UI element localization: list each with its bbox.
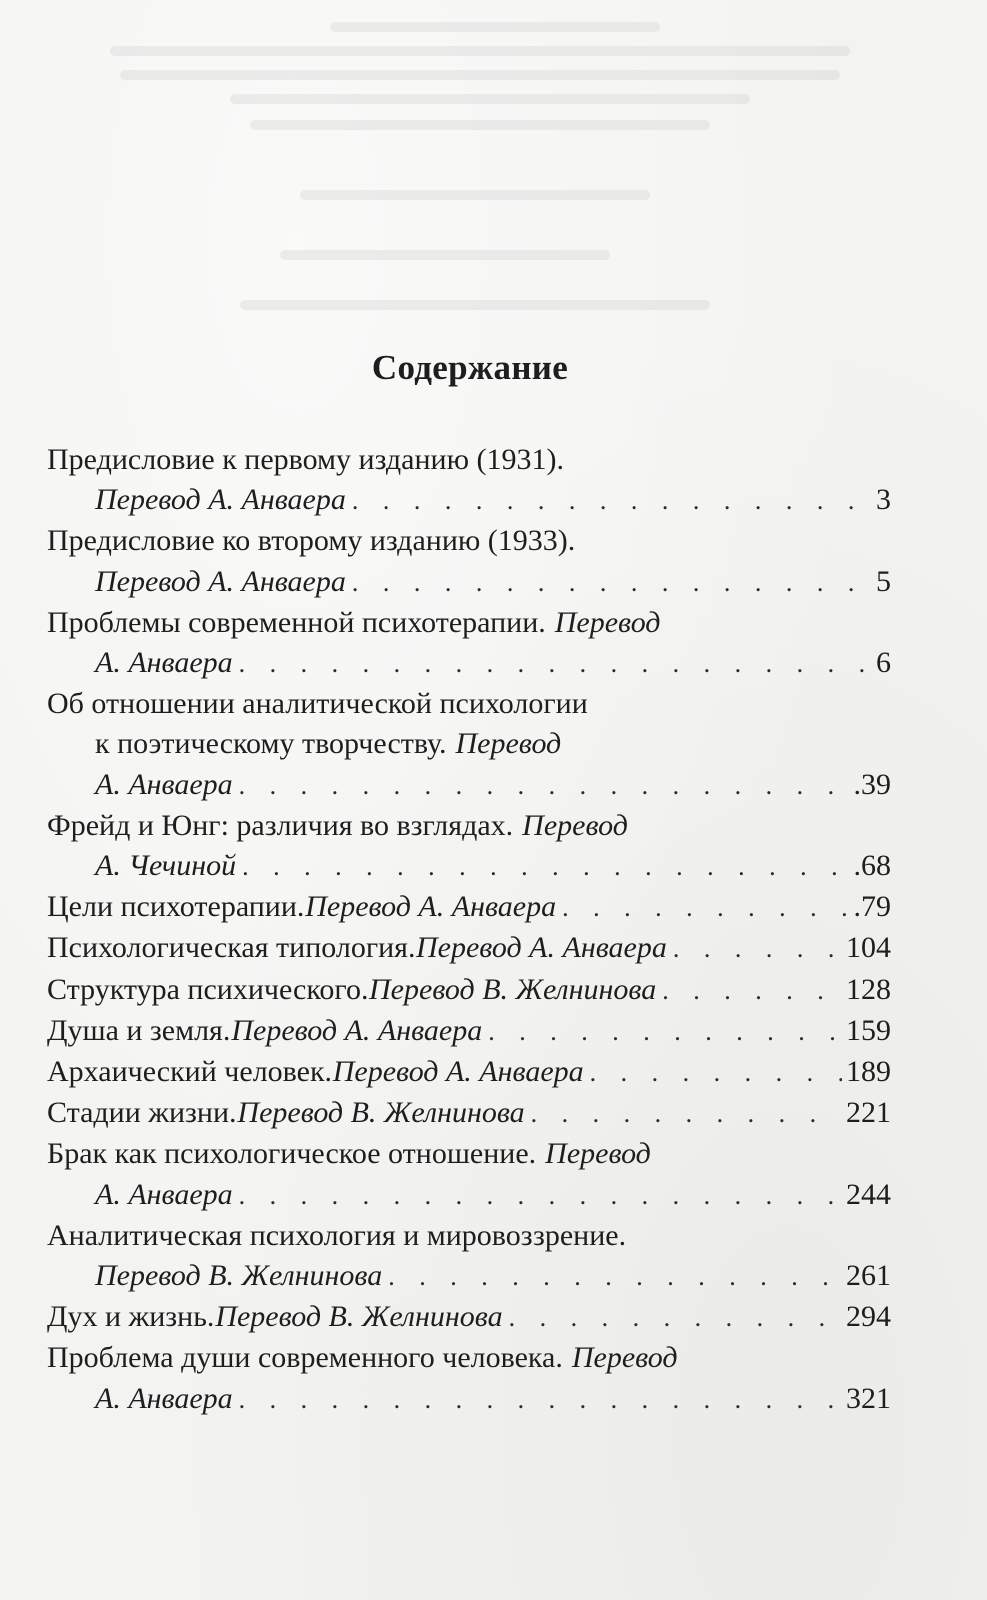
toc-entry-title: Проблемы современной психотерапии. — [47, 605, 546, 639]
toc-entry-title: Дух и жизнь. — [47, 1300, 215, 1334]
toc-entry — [47, 521, 891, 602]
toc-entry-translator: Перевод — [571, 1341, 678, 1375]
toc-entry-line — [47, 1134, 891, 1174]
toc-entry-translator: Перевод А. Анваера — [231, 1013, 483, 1047]
toc-page-number: 221 — [846, 1096, 891, 1130]
toc-entry — [47, 887, 891, 928]
toc-entry-line — [47, 521, 891, 561]
toc-page-number: 261 — [846, 1259, 891, 1293]
toc-entry — [47, 1338, 891, 1419]
toc-page-number: 6 — [876, 646, 891, 680]
toc-title: Содержание — [371, 348, 569, 388]
toc-page-number: 159 — [846, 1013, 891, 1047]
toc-leader-dots — [242, 847, 849, 887]
toc-leader-dots — [239, 766, 850, 806]
toc-entry-line — [47, 1256, 891, 1297]
toc-entry-translator: А. Анваера — [95, 1381, 233, 1415]
toc-entry-line — [47, 643, 891, 684]
toc-entry-title: Аналитическая психология и мировоззрение. — [47, 1218, 627, 1252]
toc-entry-translator: Перевод А. Анваера — [95, 483, 346, 517]
toc-entry-line — [47, 1093, 891, 1134]
toc-entry-translator: Перевод А. Анваера — [95, 564, 346, 598]
toc-entry — [47, 928, 891, 969]
toc-entry-title: Душа и земля. — [47, 1013, 231, 1047]
toc-entry-line — [47, 440, 891, 480]
toc-entry-line — [47, 1216, 891, 1256]
toc-entry-line — [47, 1297, 891, 1338]
toc-entry-title: Структура психического. — [47, 972, 369, 1006]
toc-entry — [47, 440, 891, 521]
toc-entry-line — [47, 846, 891, 887]
toc-page-number: .79 — [853, 890, 891, 924]
toc-entry — [47, 1216, 891, 1297]
toc-entry-line — [47, 970, 891, 1011]
toc-entry-translator: Перевод В. Желнинова — [368, 972, 657, 1006]
toc-entry — [47, 1297, 891, 1338]
toc-entry-translator: Перевод В. Желнинова — [215, 1300, 503, 1334]
toc-leader-dots — [562, 888, 849, 928]
toc-entry-title: к поэтическому творчеству. — [95, 727, 447, 761]
toc-entry-title: Проблема души современного человека. — [47, 1341, 563, 1375]
toc-entry-translator: Перевод А. Анваера — [332, 1055, 584, 1089]
toc-entry-line — [47, 603, 891, 643]
toc-entry — [47, 684, 891, 806]
toc-entry — [47, 806, 891, 887]
toc-leader-dots — [352, 563, 872, 603]
toc-entry-translator: Перевод В. Желнинова — [95, 1259, 383, 1293]
toc-entry-translator: Перевод — [545, 1137, 651, 1171]
toc-leader-dots — [352, 481, 872, 521]
toc-entry — [47, 603, 891, 684]
toc-page-number: 294 — [846, 1300, 891, 1334]
toc-entry-line — [47, 928, 891, 969]
toc-entry-title: Психологическая типология. — [47, 931, 416, 965]
toc-entry-line — [47, 1011, 891, 1052]
toc-page-number: 321 — [846, 1381, 891, 1415]
toc-entry-line — [47, 887, 891, 928]
toc-leader-dots — [239, 644, 872, 684]
toc-page-number: 3 — [876, 483, 891, 517]
toc-entry-line — [47, 562, 891, 603]
toc-page-number: 104 — [846, 931, 891, 965]
toc-entry-translator: А. Анваера — [95, 767, 233, 801]
toc-entry-line — [47, 1175, 891, 1216]
toc-entry — [47, 1093, 891, 1134]
toc-leader-dots — [590, 1053, 842, 1093]
toc-entry-line — [47, 724, 891, 764]
toc-leader-dots — [662, 971, 842, 1011]
toc-entry-line — [47, 684, 891, 724]
toc-entry-title: Предисловие к первому изданию (1931). — [47, 443, 564, 476]
toc-entry-title: Фрейд и Юнг: различия во взглядах. — [47, 808, 514, 842]
toc-page-number: 128 — [846, 972, 891, 1006]
toc-entry-translator: Перевод — [554, 605, 661, 639]
toc-page-number: .39 — [853, 767, 891, 801]
table-of-contents — [47, 440, 891, 1420]
toc-entry-translator: Перевод А. Анваера — [415, 931, 667, 965]
toc-entry-title: Брак как психологическое отношение. — [47, 1137, 537, 1171]
toc-entry — [47, 1134, 891, 1215]
toc-leader-dots — [531, 1094, 842, 1134]
toc-entry-line — [47, 1052, 891, 1093]
toc-leader-dots — [239, 1380, 842, 1420]
toc-page-number: 189 — [846, 1055, 891, 1089]
toc-leader-dots — [239, 1176, 842, 1216]
toc-entry-title: Стадии жизни. — [47, 1096, 237, 1130]
toc-entry-title: Архаический человек. — [47, 1055, 333, 1089]
toc-entry — [47, 970, 891, 1011]
toc-entry-title: Предисловие ко второму изданию (1933). — [47, 524, 576, 558]
toc-leader-dots — [488, 1012, 842, 1052]
toc-entry-line — [47, 480, 891, 521]
toc-page-number: .68 — [853, 849, 891, 883]
toc-page-number: 5 — [876, 564, 891, 598]
toc-entry-line — [47, 1338, 891, 1378]
toc-entry — [47, 1011, 891, 1052]
toc-entry-title: Цели психотерапии. — [47, 890, 305, 924]
toc-entry-title: Об отношении аналитической психологии — [47, 687, 588, 721]
toc-entry-translator: Перевод — [522, 808, 628, 842]
toc-entry — [47, 1052, 891, 1093]
toc-leader-dots — [509, 1298, 842, 1338]
toc-entry-line — [47, 765, 891, 806]
toc-page-number: 244 — [846, 1177, 891, 1211]
toc-entry-line — [47, 1379, 891, 1420]
toc-entry-line — [47, 806, 891, 846]
toc-entry-translator: А. Анваера — [95, 646, 233, 680]
toc-entry-translator: Перевод В. Желнинова — [237, 1096, 525, 1130]
toc-entry-translator: Перевод — [455, 727, 562, 761]
bleed-through-text — [0, 0, 987, 330]
toc-entry-translator: А. Анваера — [95, 1177, 233, 1211]
toc-leader-dots — [673, 929, 842, 969]
toc-entry-translator: Перевод А. Анваера — [305, 890, 557, 924]
toc-entry-translator: А. Чечиной — [95, 849, 237, 883]
toc-leader-dots — [388, 1257, 842, 1297]
